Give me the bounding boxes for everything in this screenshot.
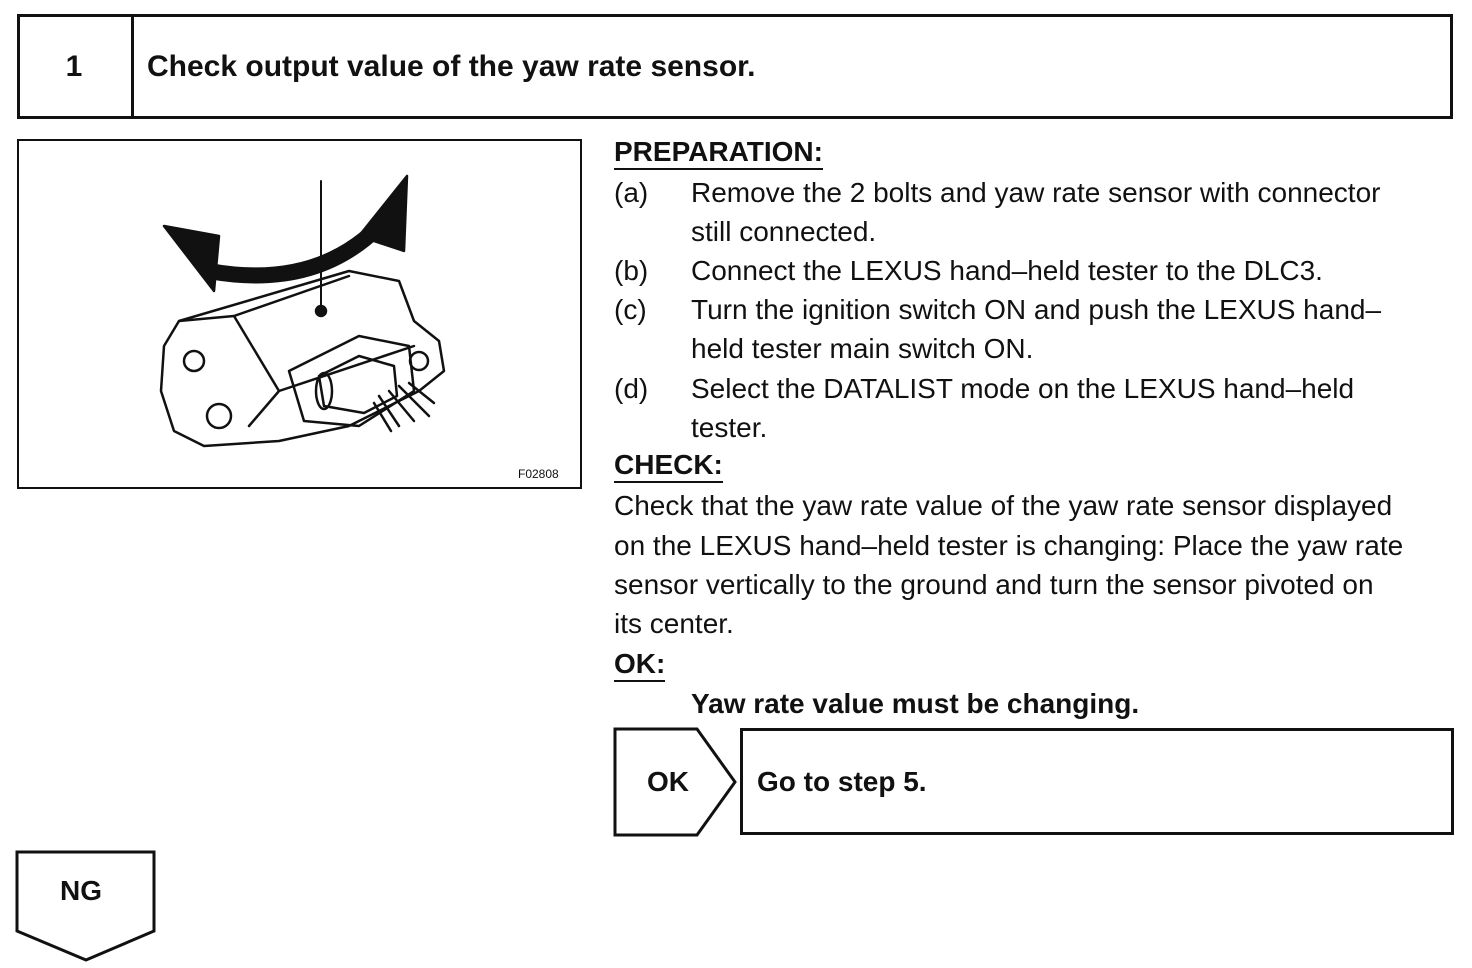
check-line-3: sensor vertically to the ground and turn the sensor pivoted on xyxy=(614,569,1374,600)
prep-label-a: (a) xyxy=(614,177,649,208)
step-title: Check output value of the yaw rate sensor. xyxy=(147,49,756,83)
check-line-4: its center. xyxy=(614,608,734,639)
prep-label-c: (c) xyxy=(614,294,647,325)
prep-item-a-line2: still connected. xyxy=(691,216,877,247)
prep-item-b-line1: Connect the LEXUS hand–held tester to the DLC3. xyxy=(691,255,1323,286)
ok-spec-text: Yaw rate value must be changing. xyxy=(691,688,1140,719)
prep-item-d-line1: Select the DATALIST mode on the LEXUS hand–held xyxy=(691,373,1355,404)
ok-action-box xyxy=(740,728,1454,835)
check-line-2: on the LEXUS hand–held tester is changing: Place the yaw rate xyxy=(614,530,1404,561)
prep-item-a-line1: Remove the 2 bolts and yaw rate sensor with connector xyxy=(691,177,1381,208)
step-number: 1 xyxy=(17,14,134,119)
prep-label-d: (d) xyxy=(614,373,649,404)
figure-code: F02808 xyxy=(518,467,559,481)
prep-label-b: (b) xyxy=(614,255,649,286)
ok-flow-label: OK xyxy=(647,766,689,797)
check-heading: CHECK: xyxy=(614,450,723,483)
prep-item-c-line2: held tester main switch ON. xyxy=(691,333,1034,364)
yaw-rate-sensor-illustration xyxy=(19,141,580,487)
check-line-1: Check that the yaw rate value of the yaw rate sensor displayed xyxy=(614,490,1393,521)
prep-item-d-line2: tester. xyxy=(691,412,768,443)
sensor-figure xyxy=(17,139,582,489)
ok-action-text: Go to step 5. xyxy=(757,765,927,797)
ng-flow-label: NG xyxy=(60,875,102,906)
prep-item-c-line1: Turn the ignition switch ON and push the LEXUS hand– xyxy=(691,294,1382,325)
preparation-heading: PREPARATION: xyxy=(614,137,823,170)
ok-heading: OK: xyxy=(614,649,665,682)
